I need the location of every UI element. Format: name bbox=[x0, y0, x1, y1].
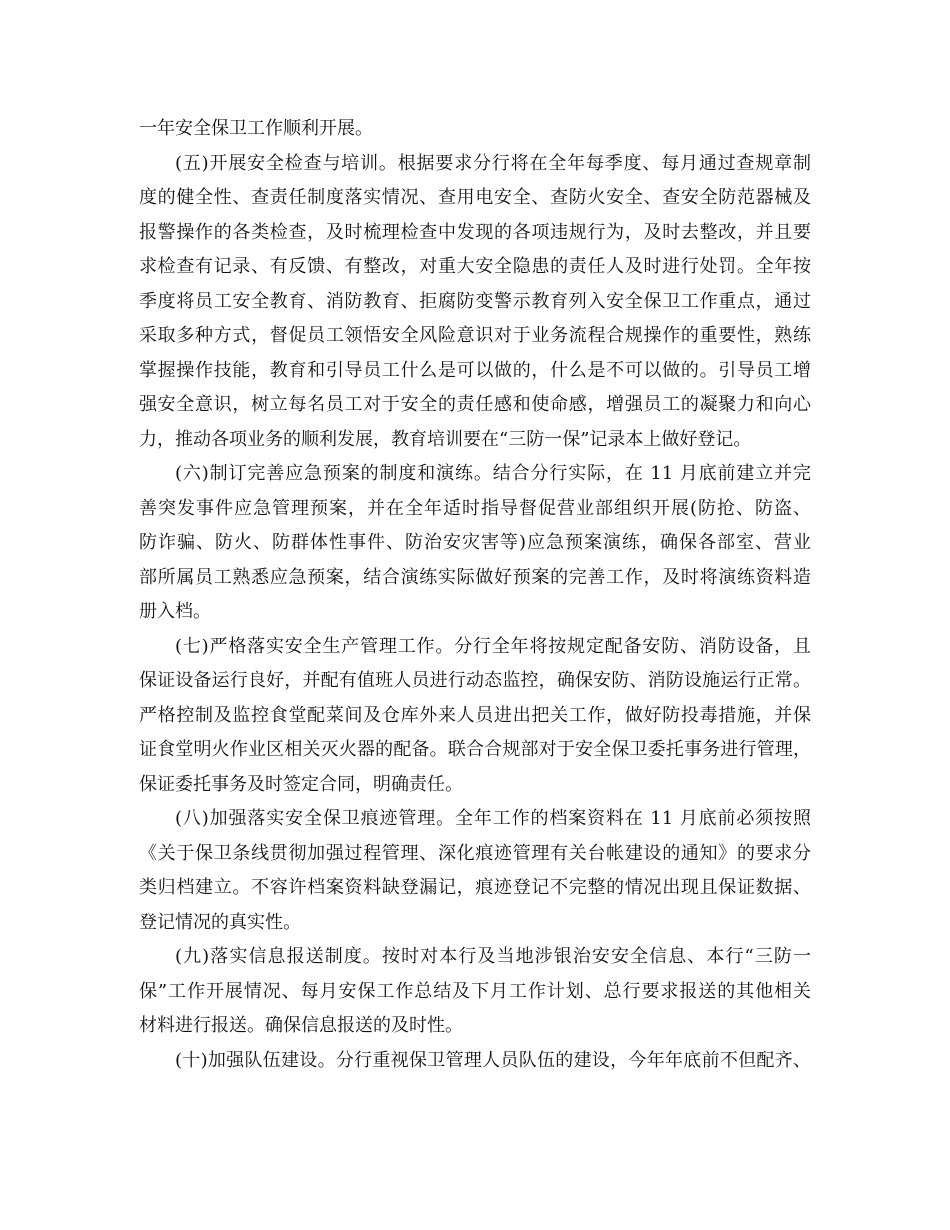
paragraph-first-line: (六)制订完善应急预案的制度和演练。结合分行实际，在 11 月底前建立并完 bbox=[175, 463, 811, 484]
paragraph-first-line: (九)落实信息报送制度。按时对本行及当地涉银治安安全信息、本行“三防一 bbox=[175, 946, 811, 967]
text-line: 度的健全性、查责任制度落实情况、查用电安全、查防火安全、查安全防范器械及 bbox=[139, 187, 811, 208]
text-line: 材料进行报送。确保信息报送的及时性。 bbox=[139, 1015, 463, 1036]
text-line: 采取多种方式，督促员工领悟安全风险意识对于业务流程合规操作的重要性，熟练 bbox=[139, 325, 811, 346]
text-line: 册入档。 bbox=[139, 601, 211, 622]
document-body bbox=[139, 112, 811, 1078]
text-line: 掌握操作技能，教育和引导员工什么是可以做的，什么是不可以做的。引导员工增 bbox=[139, 359, 811, 381]
text-line: 保证委托事务及时签定合同，明确责任。 bbox=[139, 773, 463, 795]
text-line: 力，推动各项业务的顺利发展，教育培训要在“三防一保”记录本上做好登记。 bbox=[139, 428, 752, 450]
text-line: 保证设备运行良好，并配有值班人员进行动态监控，确保安防、消防设施运行正常。 bbox=[139, 670, 811, 691]
text-line: 强安全意识，树立每名员工对于安全的责任感和使命感，增强员工的凝聚力和向心 bbox=[139, 394, 811, 415]
text-line: 求检查有记录、有反馈、有整改，对重大安全隐患的责任人及时进行处罚。全年按 bbox=[139, 256, 811, 277]
text-line: 《关于保卫条线贯彻加强过程管理、深化痕迹管理有关台帐建设的通知》的要求分 bbox=[139, 842, 811, 864]
text-line: 保”工作开展情况、每月安保工作总结及下月工作计划、总行要求报送的其他相关 bbox=[139, 980, 811, 1002]
text-line: 报警操作的各类检查，及时梳理检查中发现的各项违规行为，及时去整改，并且要 bbox=[139, 221, 811, 243]
text-line: 严格控制及监控食堂配菜间及仓库外来人员进出把关工作，做好防投毒措施，并保 bbox=[139, 704, 811, 726]
text-line: 证食堂明火作业区相关灭火器的配备。联合合规部对于安全保卫委托事务进行管理， bbox=[139, 739, 811, 760]
text-line: 防诈骗、防火、防群体性事件、防治安灾害等)应急预案演练，确保各部室、营业 bbox=[139, 532, 811, 553]
text-line: 善突发事件应急管理预案，并在全年适时指导督促营业部组织开展(防抢、防盗、 bbox=[139, 497, 811, 519]
text-line: 部所属员工熟悉应急预案，结合演练实际做好预案的完善工作，及时将演练资料造 bbox=[139, 566, 811, 588]
paragraph-first-line: (十)加强队伍建设。分行重视保卫管理人员队伍的建设，今年年底前不但配齐、 bbox=[175, 1049, 811, 1071]
paragraph-first-line: (八)加强落实安全保卫痕迹管理。全年工作的档案资料在 11 月底前必须按照 bbox=[175, 808, 811, 829]
paragraph-first-line: (七)严格落实安全生产管理工作。分行全年将按规定配备安防、消防设备，且 bbox=[175, 635, 811, 657]
text-line: 类归档建立。不容许档案资料缺登漏记，痕迹登记不完整的情况出现且保证数据、 bbox=[139, 877, 811, 898]
paragraph-first-line: (五)开展安全检查与培训。根据要求分行将在全年每季度、每月通过查规章制 bbox=[175, 152, 811, 174]
text-line: 季度将员工安全教育、消防教育、拒腐防变警示教育列入安全保卫工作重点，通过 bbox=[139, 290, 811, 312]
text-line: 登记情况的真实性。 bbox=[139, 911, 301, 933]
text-line: 一年安全保卫工作顺利开展。 bbox=[139, 118, 373, 139]
